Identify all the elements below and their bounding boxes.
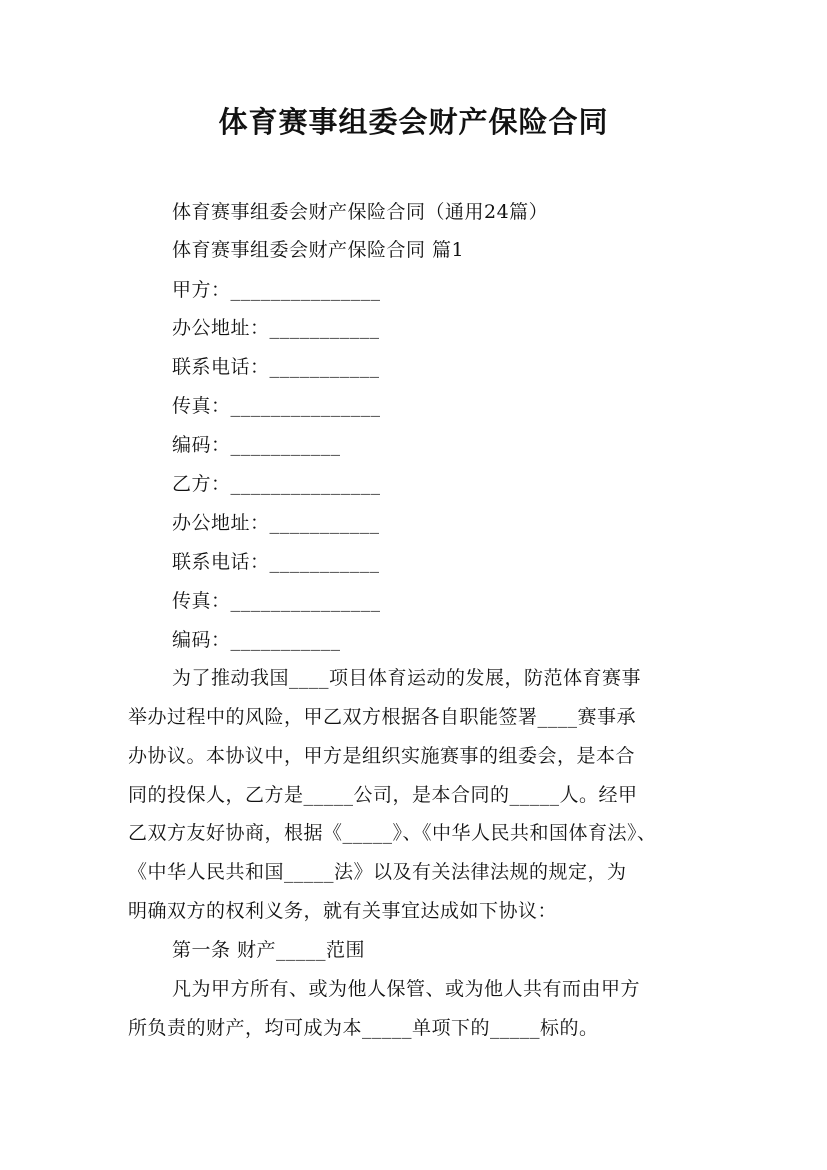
- paragraph1-line: 乙双方友好协商，根据《_____》、《中华人民共和国体育法》、: [128, 822, 657, 844]
- document-title: 体育赛事组委会财产保险合同: [218, 105, 609, 139]
- party-a-postcode: 编码：___________: [172, 434, 341, 456]
- party-a-address: 办公地址：___________: [172, 317, 380, 339]
- party-b-fax: 传真：_______________: [172, 590, 381, 612]
- paragraph1-line: 明确双方的权利义务，就有关事宜达成如下协议：: [128, 900, 558, 922]
- paragraph1-line: 同的投保人，乙方是_____公司，是本合同的_____人。经甲: [128, 784, 638, 806]
- article1-heading: 第一条 财产_____范围: [172, 939, 366, 961]
- paragraph2-line: 所负责的财产，均可成为本_____单项下的_____标的。: [128, 1017, 599, 1039]
- party-a-fax: 传真：_______________: [172, 395, 381, 417]
- document-subtitle: 体育赛事组委会财产保险合同（通用24篇）: [172, 201, 549, 223]
- paragraph1-line: 《中华人民共和国_____法》以及有关法律法规的规定，为: [128, 861, 627, 883]
- party-b-address: 办公地址：___________: [172, 512, 380, 534]
- party-a-phone: 联系电话：___________: [172, 356, 380, 378]
- paragraph1-line: 举办过程中的风险，甲乙双方根据各自职能签署____赛事承: [128, 706, 637, 728]
- section-heading: 体育赛事组委会财产保险合同 篇1: [172, 239, 465, 261]
- party-a-label: 甲方：_______________: [172, 279, 381, 301]
- paragraph2-line: 凡为甲方所有、或为他人保管、或为他人共有而由甲方: [172, 978, 641, 1000]
- party-b-postcode: 编码：___________: [172, 629, 341, 651]
- paragraph1-line: 为了推动我国____项目体育运动的发展，防范体育赛事: [172, 667, 642, 689]
- party-b-phone: 联系电话：___________: [172, 551, 380, 573]
- paragraph1-line: 办协议。本协议中，甲方是组织实施赛事的组委会，是本合: [128, 745, 636, 767]
- party-b-label: 乙方：_______________: [172, 473, 381, 495]
